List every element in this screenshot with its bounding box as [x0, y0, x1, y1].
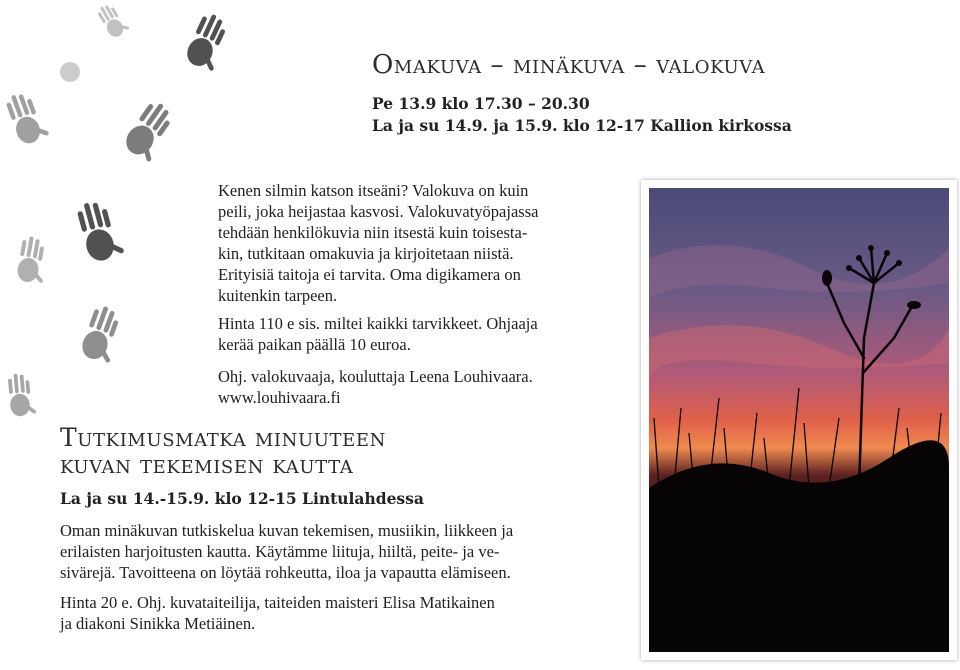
text-line: kerää paikan päällä 10 euroa.	[218, 335, 411, 354]
photo-frame	[641, 180, 957, 660]
handprint-icon	[96, 0, 131, 40]
text-line: Hinta 20 e. Ohj. kuvataiteilija, taiteiden maisteri Elisa Matikainen	[60, 593, 495, 612]
website-link[interactable]: www.louhivaara.fi	[218, 388, 341, 407]
text-line: kin, tutkitaan omakuvia ja kirjoitetaan niistä.	[218, 244, 514, 263]
text-line: Ohj. valokuvaaja, kouluttaja Leena Louhivaara.	[218, 367, 533, 386]
handprint-icon	[75, 197, 126, 264]
handprint-icon	[16, 235, 51, 285]
text-line: Kenen silmin katson itseäni? Valokuva on kuin	[218, 181, 529, 200]
workshop-1-time-weekend: La ja su 14.9. ja 15.9. klo 12-17 Kallion kirkossa	[372, 116, 792, 135]
title-line: Tutkimusmatka minuuteen	[60, 423, 386, 452]
text-line: peili, joka heijastaa kasvosi. Valokuvatyöpajassa	[218, 202, 539, 221]
text-line: Oman minäkuvan tutkiskelua kuvan tekemisen, musiikin, liikkeen ja	[60, 521, 514, 540]
workshop-1-description	[218, 180, 618, 306]
workshop-1-time-friday: Pe 13.9 klo 17.30 – 20.30	[372, 94, 590, 113]
text-line: ja diakoni Sinikka Metiäinen.	[60, 614, 256, 633]
handprint-icon	[121, 98, 182, 165]
sunset-silhouette-photo	[649, 188, 949, 652]
workshop-title-1: Omakuva – minäkuva – valokuva	[372, 50, 766, 80]
workshop-2-description	[60, 520, 630, 583]
handprint-icon	[183, 11, 236, 74]
handprint-icon	[79, 303, 128, 365]
workshop-2-time: La ja su 14.-15.9. klo 12-15 Lintulahdessa	[60, 489, 424, 508]
workshop-1-price	[218, 313, 618, 355]
text-line: tehdään henkilökuvia niin itsestä kuin toisesta-	[218, 223, 528, 242]
handprint-icon	[8, 372, 38, 417]
workshop-1-instructor	[218, 366, 618, 408]
text-line: sivärejä. Tavoitteena on löytää rohkeutta, iloa ja vapautta elämiseen.	[60, 563, 511, 582]
handprint-icon	[4, 88, 51, 147]
text-line: erilaisten harjoitusten kautta. Käytämme liituja, hiiltä, peite- ja ve-	[60, 542, 500, 561]
text-line: Erityisiä taitoja ei tarvita. Oma digikamera on	[218, 265, 521, 284]
title-line: kuvan tekemisen kautta	[60, 450, 354, 479]
workshop-2-price-instructors	[60, 592, 630, 634]
workshop-title-2	[60, 424, 386, 478]
text-line: Hinta 110 e sis. miltei kaikki tarvikkeet. Ohjaaja	[218, 314, 538, 333]
text-line: kuitenkin tarpeen.	[218, 286, 338, 305]
